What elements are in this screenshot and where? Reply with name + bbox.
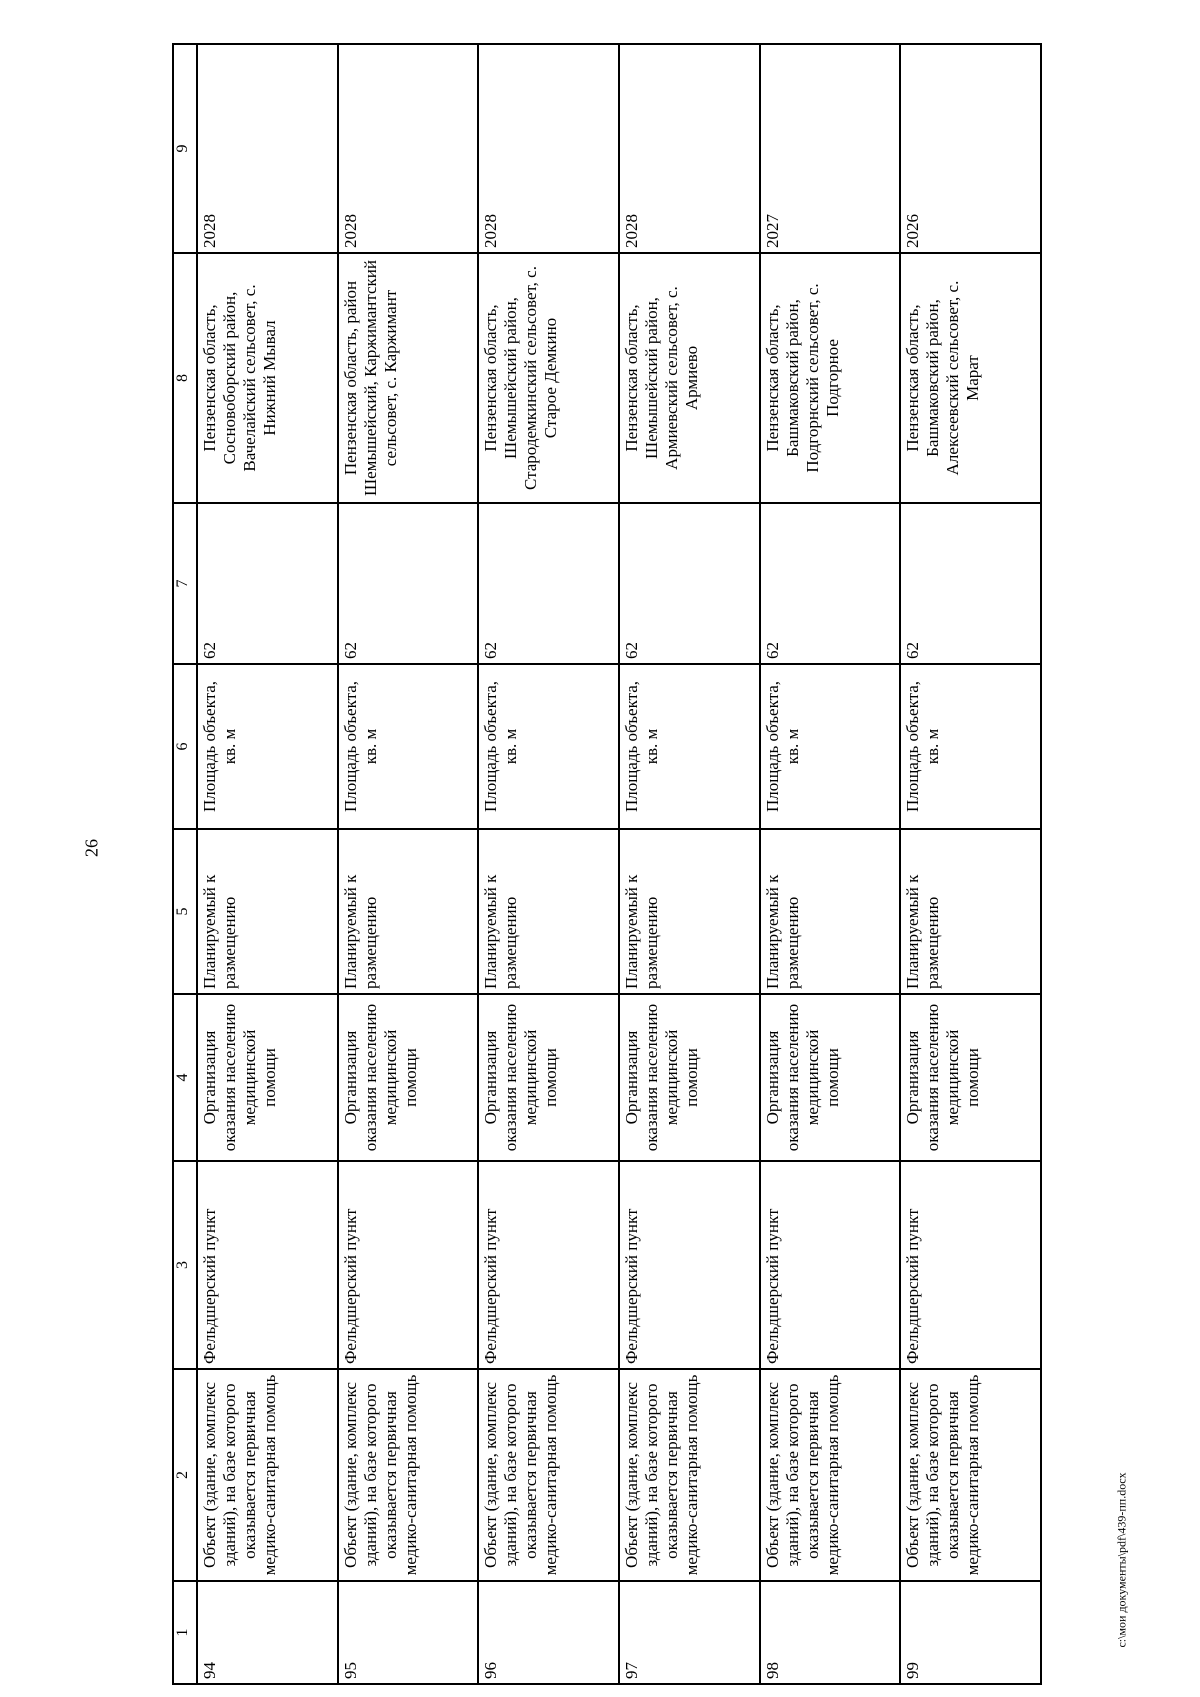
object-description: Объект (здание, комплекс зданий), на базе которого оказывается первичная медико-санитарная помощь: [478, 1369, 619, 1581]
table-row: [900, 44, 1041, 1684]
object-status: Планируемый к размещению: [197, 829, 338, 994]
object-parameter: Площадь объекта, кв. м: [619, 664, 760, 829]
object-type: Фельдшерский пункт: [338, 1161, 479, 1369]
object-value: 62: [900, 503, 1041, 664]
object-description: Объект (здание, комплекс зданий), на базе которого оказывается первичная медико-санитарная помощь: [619, 1369, 760, 1581]
object-status: Планируемый к размещению: [338, 829, 479, 994]
object-value: 62: [338, 503, 479, 664]
object-status: Планируемый к размещению: [619, 829, 760, 994]
row-number: 99: [900, 1581, 1041, 1684]
object-purpose: Организация оказания населению медицинской помощи: [900, 994, 1041, 1161]
column-header-1: 1: [173, 1581, 197, 1684]
object-year: 2028: [338, 44, 479, 253]
object-status: Планируемый к размещению: [478, 829, 619, 994]
row-number: 94: [197, 1581, 338, 1684]
object-location: Пензенская область, Башмаковский район, Алексеевский сельсовет, с. Марат: [900, 253, 1041, 503]
object-status: Планируемый к размещению: [760, 829, 901, 994]
object-value: 62: [619, 503, 760, 664]
object-description: Объект (здание, комплекс зданий), на базе которого оказывается первичная медико-санитарная помощь: [197, 1369, 338, 1581]
table-row: [478, 44, 619, 1684]
object-parameter: Площадь объекта, кв. м: [760, 664, 901, 829]
object-purpose: Организация оказания населению медицинской помощи: [338, 994, 479, 1161]
object-description: Объект (здание, комплекс зданий), на базе которого оказывается первичная медико-санитарная помощь: [900, 1369, 1041, 1581]
object-status: Планируемый к размещению: [900, 829, 1041, 994]
row-number: 95: [338, 1581, 479, 1684]
object-type: Фельдшерский пункт: [760, 1161, 901, 1369]
object-value: 62: [760, 503, 901, 664]
object-location: Пензенская область, Шемышейский район, Стародемкинский сельсовет, с. Старое Демкино: [478, 253, 619, 503]
column-header-7: 7: [173, 503, 197, 664]
table-row: [338, 44, 479, 1684]
column-header-4: 4: [173, 994, 197, 1161]
object-year: 2028: [478, 44, 619, 253]
column-header-5: 5: [173, 829, 197, 994]
objects-table: [172, 43, 1042, 1685]
table-header-row: [173, 44, 197, 1684]
column-header-2: 2: [173, 1369, 197, 1581]
object-type: Фельдшерский пункт: [619, 1161, 760, 1369]
footer-file-path-text: c:\мои документы\pdf\439-пп.docx: [1114, 1472, 1129, 1648]
object-location: Пензенская область, Шемышейский район, Армиевский сельсовет, с. Армиево: [619, 253, 760, 503]
object-purpose: Организация оказания населению медицинской помощи: [478, 994, 619, 1161]
object-value: 62: [197, 503, 338, 664]
object-description: Объект (здание, комплекс зданий), на базе которого оказывается первичная медико-санитарная помощь: [760, 1369, 901, 1581]
table-row: [760, 44, 901, 1684]
object-purpose: Организация оказания населению медицинской помощи: [197, 994, 338, 1161]
row-number: 97: [619, 1581, 760, 1684]
object-location: Пензенская область, Башмаковский район, Подгорнский сельсовет, с. Подгорное: [760, 253, 901, 503]
object-value: 62: [478, 503, 619, 664]
object-type: Фельдшерский пункт: [197, 1161, 338, 1369]
object-location: Пензенская область, район Шемышейский, Каржимантский сельсовет, с. Каржимант: [338, 253, 479, 503]
table-row: [197, 44, 338, 1684]
object-type: Фельдшерский пункт: [478, 1161, 619, 1369]
page-number-text: 26: [81, 839, 102, 857]
object-year: 2028: [619, 44, 760, 253]
object-location: Пензенская область, Сосновоборский район, Вачелайский сельсовет, с. Нижний Мывал: [197, 253, 338, 503]
objects-table-wrapper: [172, 45, 1042, 1685]
object-parameter: Площадь объекта, кв. м: [478, 664, 619, 829]
object-parameter: Площадь объекта, кв. м: [197, 664, 338, 829]
row-number: 98: [760, 1581, 901, 1684]
row-number: 96: [478, 1581, 619, 1684]
column-header-9: 9: [173, 44, 197, 253]
object-description: Объект (здание, комплекс зданий), на базе которого оказывается первичная медико-санитарная помощь: [338, 1369, 479, 1581]
column-header-8: 8: [173, 253, 197, 503]
column-header-3: 3: [173, 1161, 197, 1369]
object-parameter: Площадь объекта, кв. м: [338, 664, 479, 829]
object-purpose: Организация оказания населению медицинской помощи: [760, 994, 901, 1161]
object-parameter: Площадь объекта, кв. м: [900, 664, 1041, 829]
object-year: 2027: [760, 44, 901, 253]
objects-table-rotated: [172, 45, 1042, 1685]
object-purpose: Организация оказания населению медицинской помощи: [619, 994, 760, 1161]
object-type: Фельдшерский пункт: [900, 1161, 1041, 1369]
object-year: 2026: [900, 44, 1041, 253]
table-row: [619, 44, 760, 1684]
object-year: 2028: [197, 44, 338, 253]
column-header-6: 6: [173, 664, 197, 829]
